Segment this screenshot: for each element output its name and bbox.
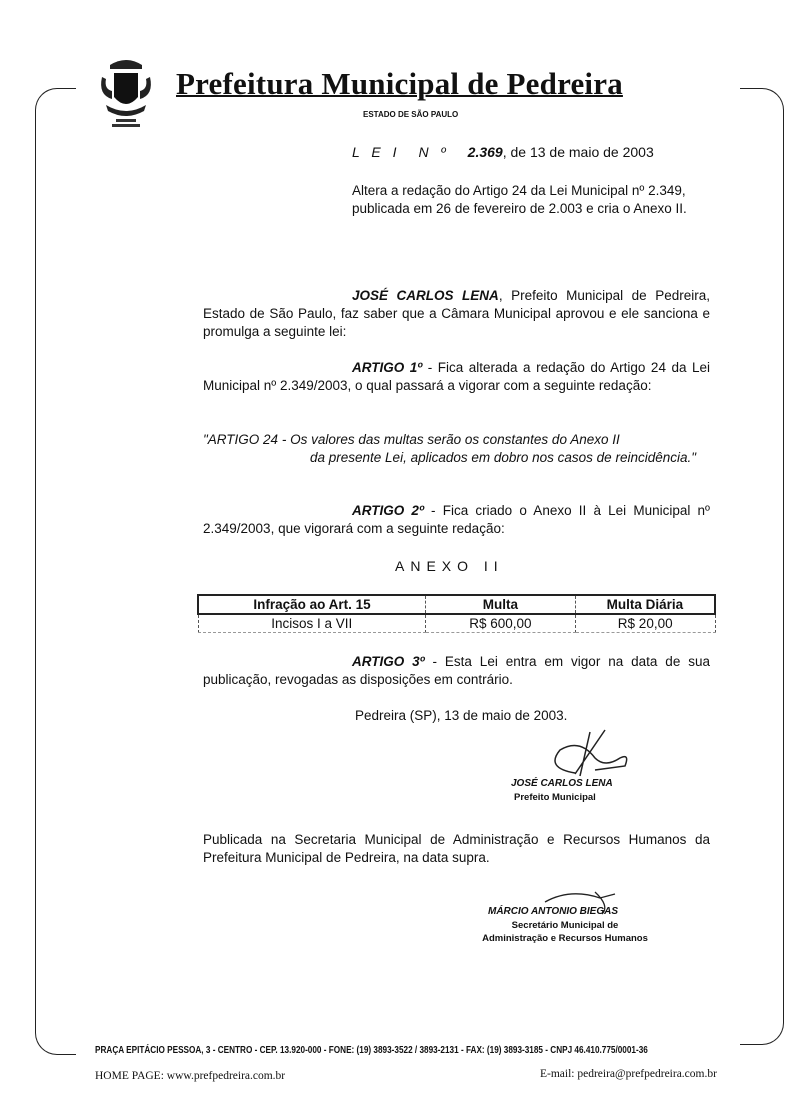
quote-first-line: "ARTIGO 24 - Os valores das multas serão os constantes do Anexo II [203,432,620,447]
secretary-signature-name: MÁRCIO ANTONIO BIEGAS [488,906,619,917]
column-header: Multa [425,595,575,614]
table-cell: R$ 20,00 [575,614,715,633]
footer-homepage[interactable]: HOME PAGE: www.prefpedreira.com.br [95,1070,286,1082]
footer-email[interactable]: E-mail: pedreira@prefpedreira.com.br [540,1068,717,1080]
article-3 [203,653,710,689]
page-frame-right [740,88,784,1045]
mayor-signature [535,728,635,778]
law-summary: Altera a redação do Artigo 24 da Lei Municipal nº 2.349, publicada em 26 de fevereiro de 2.003 e cria o Anexo II. [352,183,687,216]
column-header: Multa Diária [575,595,715,614]
article-1-text: - Fica alterada a redação do Artigo 24 da Lei Municipal nº 2.349/2003, o qual passará a vigorar com a seguinte redação: [203,360,711,393]
article-2 [203,502,710,538]
mayor-signature-role: Prefeito Municipal [514,792,596,803]
footer-address: PRAÇA EPITÁCIO PESSOA, 3 - CENTRO - CEP. 13.920-000 - FONE: (19) 3893-3522 / 3893-2131 - FAX: (19) 3893-3185 - CNPJ 46.410.775/0001-36 [95,1045,648,1056]
article-2-text: - Fica criado o Anexo II à Lei Municipal nº 2.349/2003, que vigorará com a seguinte redação: [203,503,710,536]
annex-table [197,594,716,633]
law-date: , de 13 de maio de 2003 [502,144,654,160]
law-number-label: N º [418,144,450,160]
secretary-role-line-1: Secretário Municipal de [511,920,619,931]
article-24-quote [203,431,710,467]
preamble-text: , Prefeito Municipal de Pedreira, Estado de São Paulo, faz saber que a Câmara Municipal aprovou e ele sanciona e promulga a seguinte lei: [203,288,710,339]
article-2-label: ARTIGO 2º [352,503,424,518]
mayor-signature-name: JOSÉ CARLOS LENA [511,778,613,789]
page-title: Prefeitura Municipal de Pedreira [176,66,623,101]
quote-continuation: da presente Lei, aplicados em dobro nos casos de reincidência." [310,450,697,465]
annex-title: ANEXO II [395,558,504,574]
preamble-paragraph [203,287,710,341]
table-cell: Incisos I a VII [198,614,425,633]
law-label: L E I [352,144,401,160]
publication-note: Publicada na Secretaria Municipal de Administração e Recursos Humanos da Prefeitura Municipal de Pedreira, na data supra. [203,832,710,865]
article-1-label: ARTIGO 1º [352,360,423,375]
table-header-row [198,595,715,614]
state-subtitle: ESTADO DE SÃO PAULO [363,110,459,119]
table-cell: R$ 600,00 [425,614,575,633]
mayor-name: JOSÉ CARLOS LENA [352,288,499,303]
law-heading [352,144,654,160]
page-frame-left [35,88,76,1055]
article-3-label: ARTIGO 3º [352,654,425,669]
article-3-text: - Esta Lei entra em vigor na data de sua publicação, revogadas as disposições em contrário. [203,654,710,687]
secretary-role-line-2: Administração e Recursos Humanos [482,933,648,944]
column-header: Infração ao Art. 15 [198,595,425,614]
article-1 [203,359,710,395]
coat-of-arms-logo [98,55,154,131]
law-number: 2.369 [467,144,503,160]
place-date: Pedreira (SP), 13 de maio de 2003. [355,708,568,723]
table-row [198,614,715,633]
